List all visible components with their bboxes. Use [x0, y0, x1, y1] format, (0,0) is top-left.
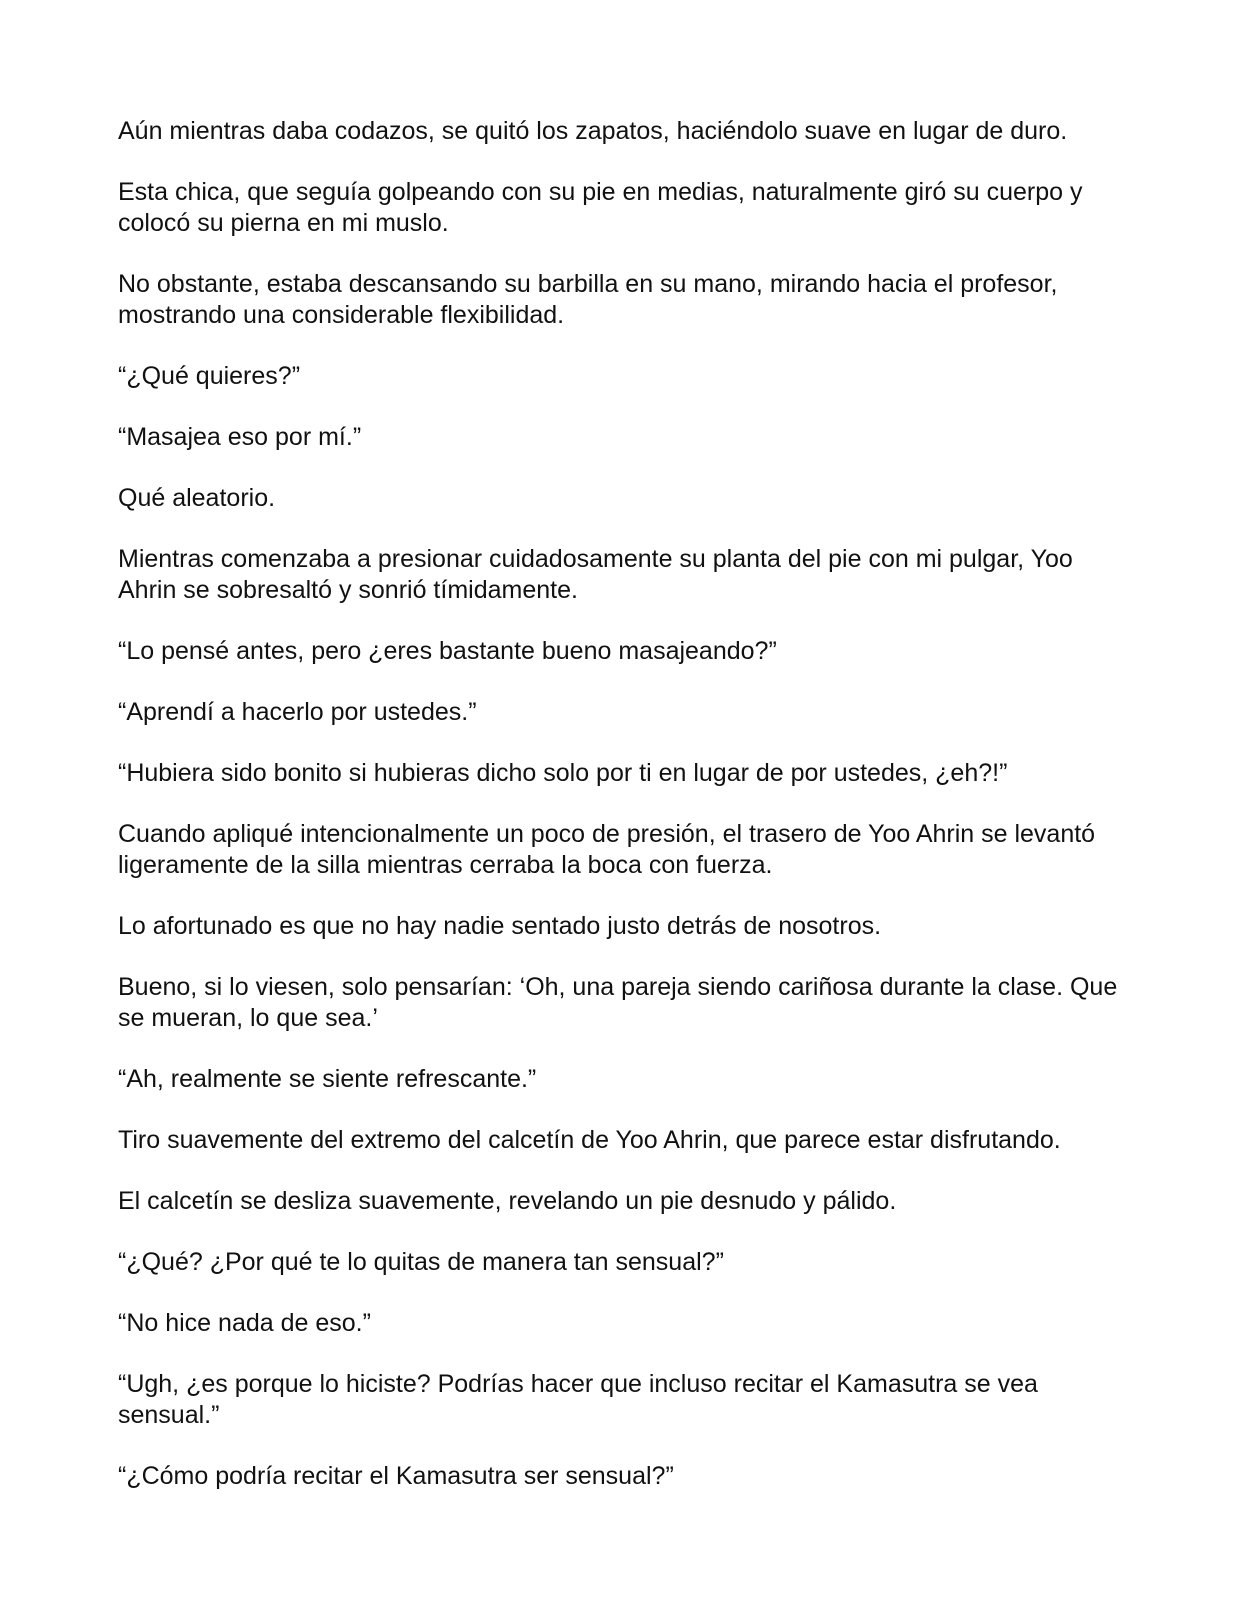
- paragraph: Aún mientras daba codazos, se quitó los zapatos, haciéndolo suave en lugar de duro.: [118, 117, 1068, 145]
- paragraph: “Hubiera sido bonito si hubieras dicho solo por ti en lugar de por ustedes, ¿eh?!”: [118, 759, 1008, 787]
- paragraph: “¿Cómo podría recitar el Kamasutra ser sensual?”: [118, 1462, 674, 1490]
- paragraph: Esta chica, que seguía golpeando con su pie en medias, naturalmente giró su cuerpo y colocó su pierna en mi muslo.: [118, 178, 1083, 237]
- paragraph: “¿Qué quieres?”: [118, 362, 301, 390]
- paragraph: El calcetín se desliza suavemente, revelando un pie desnudo y pálido.: [118, 1187, 897, 1215]
- paragraph: Bueno, si lo viesen, solo pensarían: ‘Oh, una pareja siendo cariñosa durante la clase. Que se mueran, lo que sea.’: [118, 973, 1118, 1032]
- paragraph: “¿Qué? ¿Por qué te lo quitas de manera tan sensual?”: [118, 1248, 724, 1276]
- paragraph: No obstante, estaba descansando su barbilla en su mano, mirando hacia el profesor, mostrando una considerable flexibilidad.: [118, 270, 1058, 329]
- paragraph: “Masajea eso por mí.”: [118, 423, 362, 451]
- paragraph: Qué aleatorio.: [118, 484, 276, 512]
- paragraph: “Ah, realmente se siente refrescante.”: [118, 1065, 537, 1093]
- paragraph: Cuando apliqué intencionalmente un poco de presión, el trasero de Yoo Ahrin se levantó ligeramente de la silla mientras cerraba la boca con fuerza.: [118, 820, 1096, 879]
- paragraph: “Ugh, ¿es porque lo hiciste? Podrías hacer que incluso recitar el Kamasutra se vea sensual.”: [118, 1370, 1038, 1429]
- paragraph: “No hice nada de eso.”: [118, 1309, 371, 1337]
- paragraph: “Aprendí a hacerlo por ustedes.”: [118, 698, 477, 726]
- document-body: [118, 116, 1118, 1522]
- paragraph: Lo afortunado es que no hay nadie sentado justo detrás de nosotros.: [118, 912, 882, 940]
- paragraph: Mientras comenzaba a presionar cuidadosamente su planta del pie con mi pulgar, Yoo Ahrin se sobresaltó y sonrió tímidamente.: [118, 545, 1073, 604]
- paragraph: “Lo pensé antes, pero ¿eres bastante bueno masajeando?”: [118, 637, 777, 665]
- paragraph: Tiro suavemente del extremo del calcetín de Yoo Ahrin, que parece estar disfrutando.: [118, 1126, 1061, 1154]
